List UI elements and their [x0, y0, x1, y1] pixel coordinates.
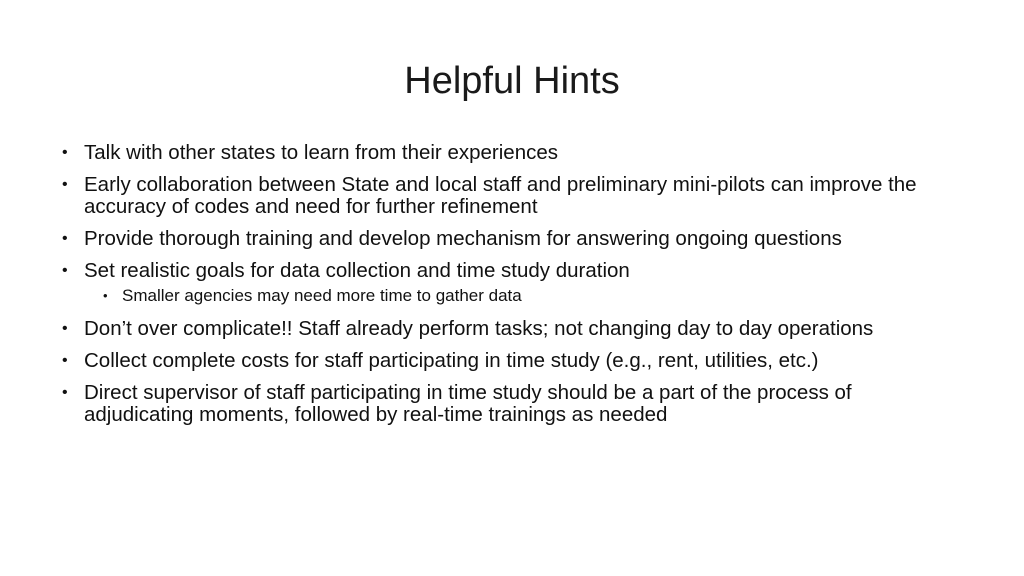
- bullet-text: Early collaboration between State and local staff and preliminary mini-pilots can improve the accuracy of codes and need for further refinement: [84, 173, 917, 218]
- bullet-item: [62, 318, 962, 340]
- bullet-text: Talk with other states to learn from their experiences: [84, 141, 558, 164]
- bullet-dot-icon: •: [62, 352, 68, 369]
- bullet-text: Collect complete costs for staff participating in time study (e.g., rent, utilities, etc.): [84, 349, 819, 372]
- bullet-dot-icon: •: [62, 176, 68, 193]
- bullet-text: Don’t over complicate!! Staff already perform tasks; not changing day to day operations: [84, 317, 874, 340]
- bullet-dot-icon: •: [62, 320, 68, 337]
- bullet-text: Direct supervisor of staff participating in time study should be a part of the process of adjudicating moments, followed by real-time trainings as needed: [84, 381, 852, 426]
- bullet-item: [62, 142, 962, 164]
- bullet-dot-icon: •: [62, 262, 68, 279]
- bullet-text: Provide thorough training and develop mechanism for answering ongoing questions: [84, 227, 842, 250]
- bullet-dot-icon: •: [62, 230, 68, 247]
- sub-bullet-list: [84, 286, 962, 306]
- bullet-dot-icon: •: [62, 384, 68, 401]
- bullet-item: [62, 260, 962, 306]
- slide-title: Helpful Hints: [404, 60, 620, 102]
- sub-bullet-text: Smaller agencies may need more time to gather data: [122, 286, 522, 305]
- bullet-text: Set realistic goals for data collection and time study duration: [84, 259, 630, 282]
- bullet-item: [62, 382, 962, 426]
- bullet-item: [62, 228, 962, 250]
- bullet-dot-icon: •: [62, 144, 68, 161]
- bullet-item: [62, 350, 962, 372]
- sub-bullet-dot-icon: •: [103, 288, 108, 303]
- bullet-list: [62, 142, 962, 436]
- sub-bullet-item: [84, 286, 962, 306]
- bullet-item: [62, 174, 962, 218]
